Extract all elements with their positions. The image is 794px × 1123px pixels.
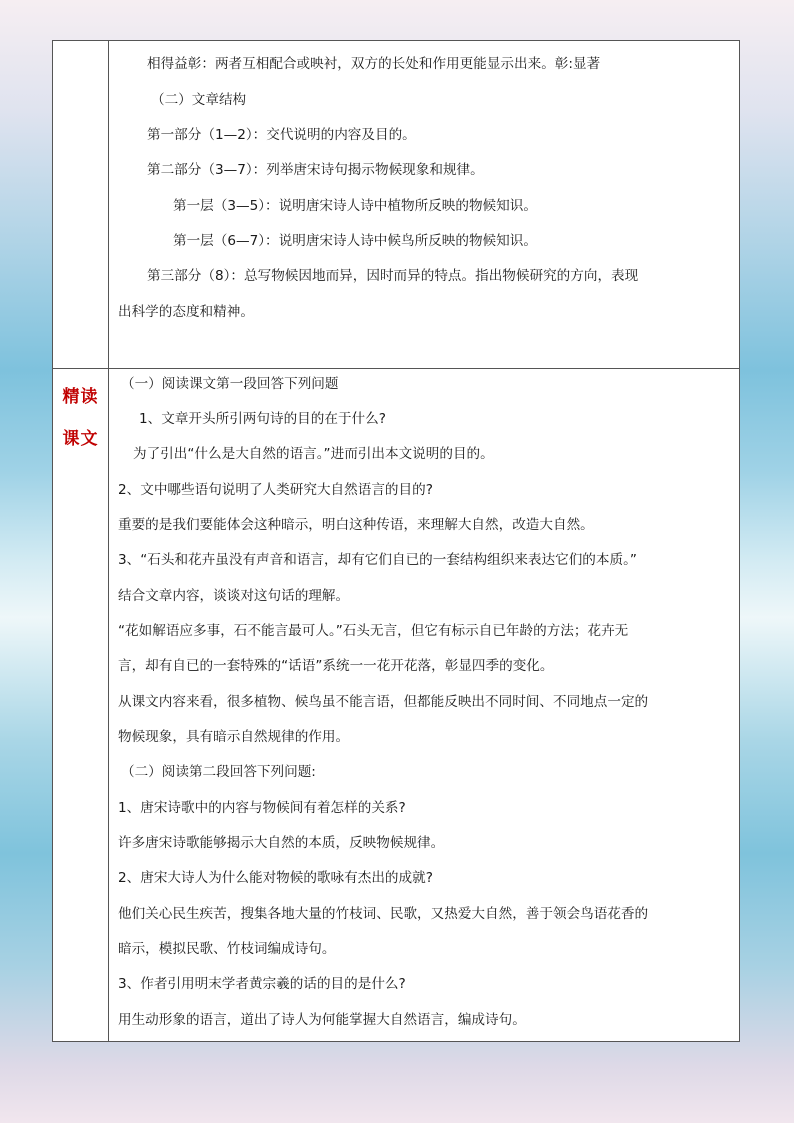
column-divider [108,41,109,1041]
text-line: 出科学的态度和精神。 [118,304,254,320]
text-line: 第一部分（1—2）：交代说明的内容及目的。 [147,127,416,143]
row-divider [53,368,739,369]
answer-line: 物候现象，具有暗示自然规律的作用。 [118,729,350,745]
answer-line: 用生动形象的语言，道出了诗人为何能掌握大自然语言，编成诗句。 [118,1012,526,1028]
question-line: 2、文中哪些语句说明了人类研究大自然语言的目的? [118,482,433,498]
answer-line: 他们关心民生疾苦，搜集各地大量的竹枝词、民歌，又热爱大自然，善于领会鸟语花香的 [118,906,649,922]
row-label-line1: 精读 [62,387,99,407]
question-line: 3、“石头和花卉虽没有声音和语言，却有它们自已的一套结构组织来表达它们的本质。” [118,552,637,568]
question-line: 1、唐宋诗歌中的内容与物候间有着怎样的关系? [118,800,406,816]
answer-line: 为了引出“什么是大自然的语言。”进而引出本文说明的目的。 [133,446,494,462]
row-label-line2: 课文 [62,429,99,449]
answer-line: 暗示，模拟民歌、竹枝词编成诗句。 [118,941,336,957]
question-line: 1、文章开头所引两句诗的目的在于什么? [139,411,386,427]
section-heading: （一）阅读课文第一段回答下列问题 [121,376,339,392]
question-line: 3、作者引用明末学者黄宗羲的话的目的是什么? [118,976,406,992]
answer-line: 从课文内容来看，很多植物、候鸟虽不能言语，但都能反映出不同时间、不同地点一定的 [118,694,649,710]
answer-line: 言，却有自已的一套特殊的“话语”系统一一花开花落，彰显四季的变化。 [118,658,554,674]
text-line: 第一层（3—5）：说明唐宋诗人诗中植物所反映的物候知识。 [173,198,537,214]
question-line: 2、唐宋大诗人为什么能对物候的歌咏有杰出的成就? [118,870,433,886]
answer-line: 许多唐宋诗歌能够揭示大自然的本质，反映物候规律。 [118,835,445,851]
answer-line: “花如解语应多事，石不能言最可人。”石头无言，但它有标示自已年龄的方法；花卉无 [118,623,629,639]
section-heading: （二）阅读第二段回答下列问题: [121,764,316,780]
text-line: 第一层（6—7）：说明唐宋诗人诗中候鸟所反映的物候知识。 [173,233,537,249]
text-line: 第二部分（3—7）：列举唐宋诗句揭示物候现象和规律。 [147,162,484,178]
answer-line: 重要的是我们要能体会这种暗示，明白这种传语，来理解大自然，改造大自然。 [118,517,594,533]
document-table [52,40,740,1042]
text-line: 相得益彰：两者互相配合或映衬，双方的长处和作用更能显示出来。彰:显著 [147,56,601,72]
question-line: 结合文章内容，谈谈对这句话的理解。 [118,588,350,604]
text-line: 第三部分（8）：总写物候因地而异，因时而异的特点。指出物候研究的方向，表现 [147,268,639,284]
section-heading: （二）文章结构 [151,92,247,108]
